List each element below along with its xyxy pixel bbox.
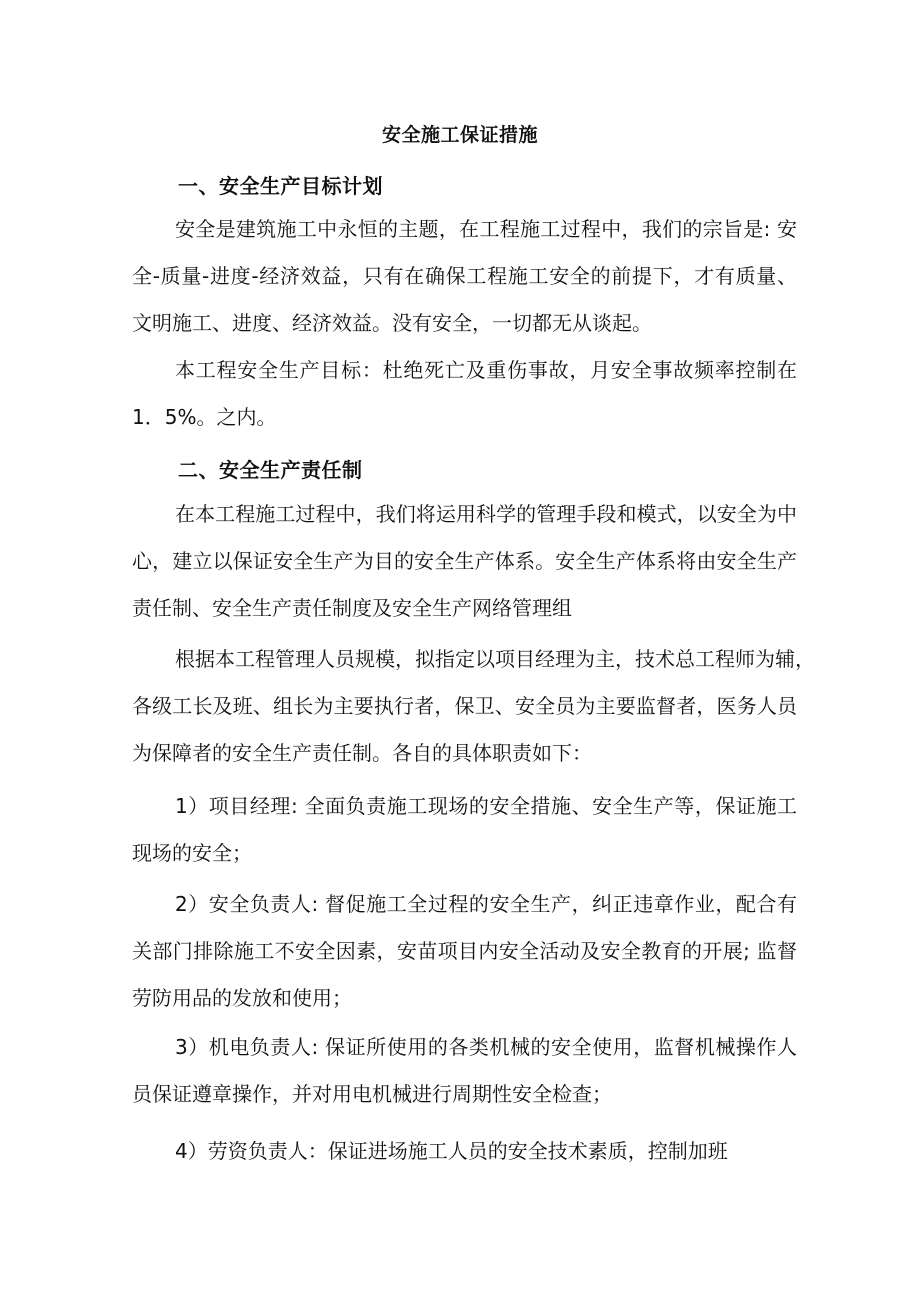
list-item (132, 1128, 797, 1175)
list-item (132, 783, 797, 877)
section-heading-2: 二、安全生产责任制 (178, 458, 363, 482)
text-line: 现场的安全； (132, 841, 252, 865)
text-line: 根据本工程管理人员规模，拟指定以项目经理为主，技术总工程师为辅， (175, 647, 815, 671)
text-line: 安全是建筑施工中永恒的主题，在工程施工过程中，我们的宗旨是: 安 (175, 217, 797, 241)
text-line: 劳防用品的发放和使用； (132, 986, 352, 1010)
text-line: 各级工长及班、组长为主要执行者，保卫、安全员为主要监督者，医务人员 (132, 694, 797, 718)
paragraph (132, 206, 797, 347)
paragraph (132, 636, 815, 777)
text-line: 3）机电负责人: 保证所使用的各类机械的安全使用，监督机械操作人 (175, 1035, 797, 1059)
text-line: 员保证遵章操作，并对用电机械进行周期性安全检查； (132, 1082, 612, 1106)
text-line: 关部门排除施工不安全因素，安苗项目内安全活动及安全教育的开展; 监督 (132, 939, 797, 963)
document-title: 安全施工保证措施 (381, 124, 538, 146)
text-line: 4）劳资负责人：保证进场施工人员的安全技术素质，控制加班 (175, 1139, 728, 1163)
text-line: 在本工程施工过程中，我们将运用科学的管理手段和模式，以安全为中 (175, 502, 797, 526)
text-line: 本工程安全生产目标：杜绝死亡及重伤事故，月安全事故频率控制在 (175, 358, 797, 382)
paragraph (132, 347, 797, 441)
text-line: 全-质量-进度-经济效益，只有在确保工程施工安全的前提下，才有质量、 (132, 264, 797, 288)
text-line: 心，建立以保证安全生产为目的安全生产体系。安全生产体系将由安全生产 (132, 549, 797, 573)
text-line: 为保障者的安全生产责任制。各自的具体职责如下： (132, 741, 592, 765)
list-item (132, 881, 797, 1022)
text-line: 2）安全负责人: 督促施工全过程的安全生产，纠正违章作业，配合有 (175, 892, 797, 916)
text-line: 文明施工、进度、经济效益。没有安全，一切都无从谈起。 (132, 311, 652, 335)
text-line: 1）项目经理: 全面负责施工现场的安全措施、安全生产等，保证施工 (175, 794, 797, 818)
list-item (132, 1024, 797, 1118)
section-heading-1: 一、安全生产目标计划 (178, 174, 383, 198)
text-line: 责任制、安全生产责任制度及安全生产网络管理组 (132, 596, 572, 620)
paragraph (132, 491, 797, 632)
text-line: 1．5%。之内。 (132, 405, 277, 429)
